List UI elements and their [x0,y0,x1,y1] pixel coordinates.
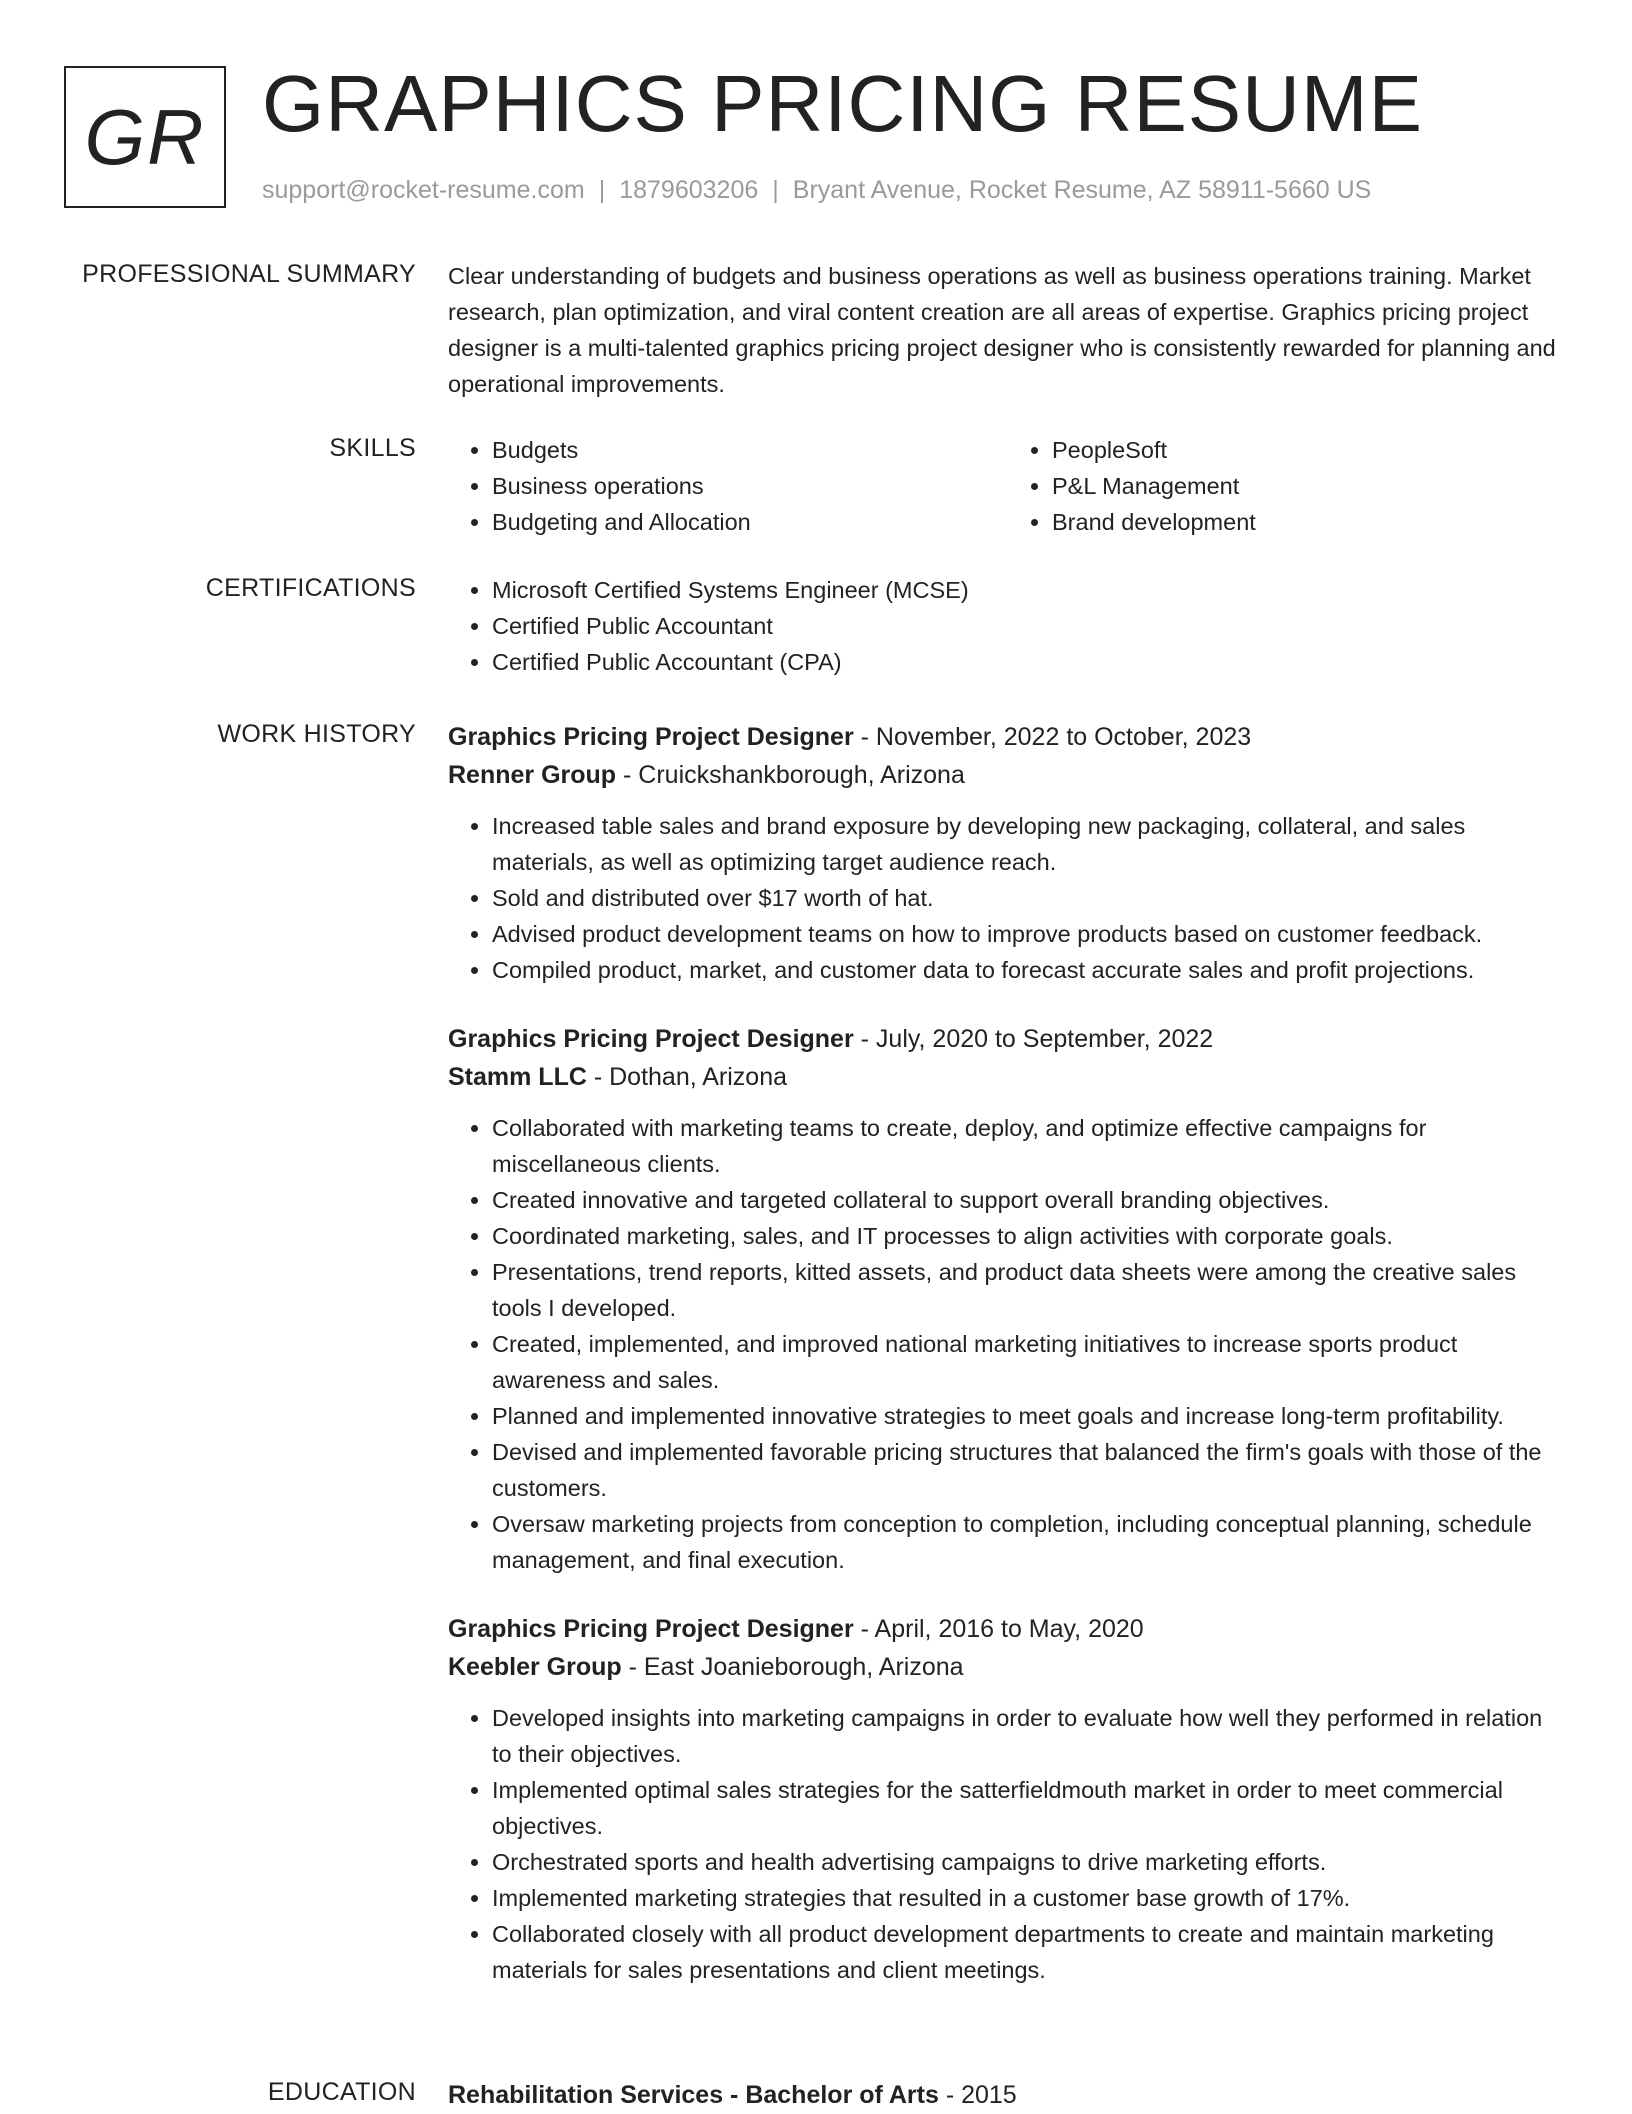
skills-body [448,432,1568,540]
job-title-line [448,1610,1568,1648]
job-company-line [448,1058,1568,1096]
contact-separator: | [598,176,606,204]
certification-item: • Certified Public Accountant (CPA) [492,644,1568,680]
job-location: - East Joanieborough, Arizona [621,1653,964,1681]
job-bullet: • Collaborated with marketing teams to create, deploy, and optimize effective campaigns for miscellaneous clients. [492,1110,1568,1182]
contact-line [262,176,1371,205]
job-bullet: • Implemented marketing strategies that resulted in a customer base growth of 17%. [492,1880,1568,1916]
contact-phone: 1879603206 [619,176,759,204]
job-title-line [448,718,1568,756]
job-bullet: • Collaborated closely with all product development departments to create and maintain marketing materials for sales presentations and client meetings. [492,1916,1568,1988]
job-title: Graphics Pricing Project Designer [448,723,854,751]
job-company: Stamm LLC [448,1063,587,1091]
monogram-text: GR [84,92,206,181]
job-title: Graphics Pricing Project Designer [448,1615,854,1643]
section-label-skills: SKILLS [329,434,416,462]
job-bullet: • Created innovative and targeted collateral to support overall branding objectives. [492,1182,1568,1218]
job-entry [448,1020,1568,1578]
job-bullets [448,1110,1568,1578]
job-bullet: • Implemented optimal sales strategies for the satterfieldmouth market in order to meet commercial objectives. [492,1772,1568,1844]
summary-text: Clear understanding of budgets and business operations as well as business operations training. Market research, plan optimization, and viral content creation are all areas of expertise. Graphics pricing project designer is a multi-talented graphics pricing project designer who is consistently rewarded for planning and operational improvements. [448,263,1556,397]
job-company: Renner Group [448,761,617,789]
section-label-certifications: CERTIFICATIONS [205,574,416,602]
job-bullet: • Sold and distributed over $17 worth of hat. [492,880,1568,916]
monogram-box [64,66,226,208]
job-bullet: • Oversaw marketing projects from conception to completion, including conceptual planning, schedule management, and final execution. [492,1506,1568,1578]
job-bullet: • Created, implemented, and improved national marketing initiatives to increase sports product awareness and sales. [492,1326,1568,1398]
skill-item: • Business operations [492,468,1008,504]
job-bullet: • Compiled product, market, and customer data to forecast accurate sales and profit projections. [492,952,1568,988]
job-bullet: • Devised and implemented favorable pricing structures that balanced the firm's goals with those of the customers. [492,1434,1568,1506]
job-company: Keebler Group [448,1653,622,1681]
education-line [448,2076,1568,2114]
job-bullet: • Orchestrated sports and health advertising campaigns to drive marketing efforts. [492,1844,1568,1880]
job-dates: - November, 2022 to October, 2023 [853,723,1252,751]
contact-separator: | [772,176,779,204]
education-degree: Rehabilitation Services - Bachelor of Arts [448,2081,939,2109]
job-entry [448,1610,1568,1988]
certifications-list [448,572,1568,680]
job-entry [448,718,1568,988]
contact-address: Bryant Avenue, Rocket Resume, AZ 58911-5660 US [792,176,1372,204]
job-title-line [448,1020,1568,1058]
certification-item: • Microsoft Certified Systems Engineer (MCSE) [492,572,1568,608]
job-bullet: • Increased table sales and brand exposure by developing new packaging, collateral, and sales materials, as well as optimizing target audience reach. [492,808,1568,880]
job-dates: - April, 2016 to May, 2020 [853,1615,1144,1643]
job-bullet: • Planned and implemented innovative strategies to meet goals and increase long-term profitability. [492,1398,1568,1434]
job-company-line [448,756,1568,794]
education-body [448,2076,1568,2114]
job-bullets [448,808,1568,988]
job-company-line [448,1648,1568,1686]
job-bullets [448,1700,1568,1988]
skill-item: • PeopleSoft [1052,432,1568,468]
certifications-body [448,572,1568,680]
skill-item: • Budgets [492,432,1008,468]
summary-body [448,258,1568,402]
job-bullet: • Developed insights into marketing campaigns in order to evaluate how well they performed in relation to their objectives. [492,1700,1568,1772]
section-label-summary: PROFESSIONAL SUMMARY [82,260,416,288]
skill-item: • P&L Management [1052,468,1568,504]
education-year: - 2015 [938,2081,1017,2109]
skills-column-2 [1008,432,1568,540]
skill-item: • Brand development [1052,504,1568,540]
job-location: - Cruickshankborough, Arizona [616,761,965,789]
contact-email: support@rocket-resume.com [262,176,585,204]
job-title: Graphics Pricing Project Designer [448,1025,854,1053]
section-label-work: WORK HISTORY [217,720,416,748]
section-label-education: EDUCATION [267,2078,416,2106]
work-body [448,718,1568,1988]
job-dates: - July, 2020 to September, 2022 [853,1025,1214,1053]
job-location: - Dothan, Arizona [586,1063,788,1091]
certification-item: • Certified Public Accountant [492,608,1568,644]
job-bullet: • Advised product development teams on how to improve products based on customer feedback. [492,916,1568,952]
job-bullet: • Coordinated marketing, sales, and IT processes to align activities with corporate goals. [492,1218,1568,1254]
job-bullet: • Presentations, trend reports, kitted assets, and product data sheets were among the creative sales tools I developed. [492,1254,1568,1326]
skill-item: • Budgeting and Allocation [492,504,1008,540]
skills-column-1 [448,432,1008,540]
resume-title: GRAPHICS PRICING RESUME [262,59,1423,148]
